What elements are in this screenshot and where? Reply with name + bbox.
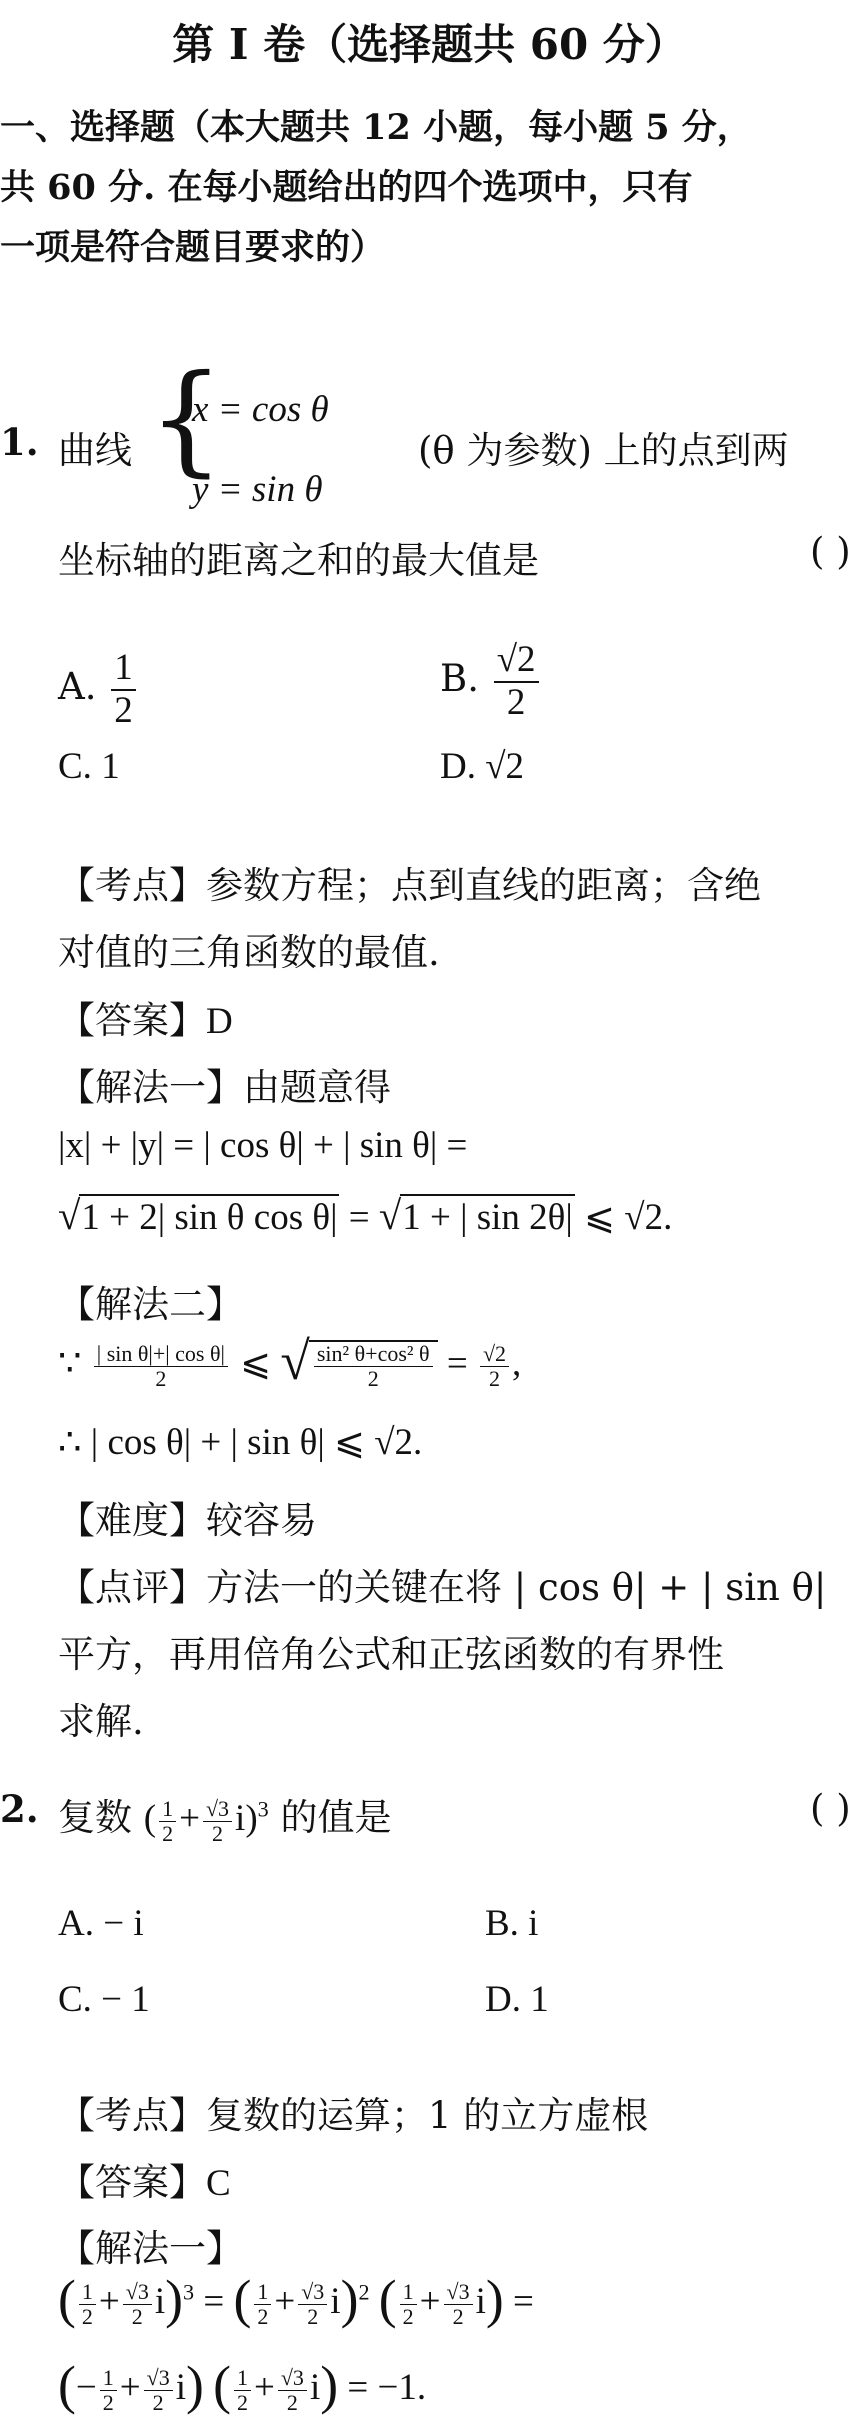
q1-option-b-label: B. [440, 657, 479, 701]
q1-method2-eq2: ∴ | cos θ| + | sin θ| ⩽ √2. [58, 1422, 423, 1463]
q1-answer: 【答案】D [58, 999, 233, 1042]
q1-brace: { [148, 350, 225, 489]
method1-tag: 【解法一】 [58, 1066, 243, 1109]
q2-option-b: B. i [485, 1903, 539, 1944]
q1-review-line2: 平方，再用倍角公式和正弦函数的有界性 [58, 1633, 724, 1676]
q2-tail: 的值是 [280, 1796, 392, 1839]
q1-param-note: (θ 为参数) 上的点到两 [418, 429, 789, 472]
q2-method1-eq1: ( $\frac{1}{2}$ + $\frac{√3}{2}$ i)$^3$ = ( $\frac{1}{2}$ + $\frac{√3}{2}$ i)$^2$ ( $\frac{1}{2}$ + $\frac{√3}{2}$ i) = [58, 2269, 534, 2330]
q2-stem [58, 1787, 392, 1846]
q2-option-a: A. − i [58, 1903, 144, 1944]
part-title: 第 I 卷（选择题共 60 分） [172, 20, 687, 69]
q1-review-line3: 求解. [58, 1700, 144, 1743]
q1-method1-heading: 【解法一】由题意得 [58, 1066, 391, 1109]
q2-lead: 复数 [58, 1796, 132, 1839]
q2-kaodian: 【考点】复数的运算；1 的立方虚根 [58, 2094, 649, 2137]
answer-tag: 【答案】 [58, 2161, 206, 2204]
q2-number: 2. [0, 1787, 39, 1831]
section-heading-line3: 一项是符合题目要求的） [0, 227, 386, 268]
q1-method1-sqrt1: 1 + 2| sin θ cos θ| [79, 1194, 339, 1239]
q1-option-b [440, 640, 542, 723]
kaodian-tag: 【考点】 [58, 2094, 206, 2137]
q2-method1-eq2: (− $\frac{1}{2}$ + $\frac{√3}{2}$ i) ( $\frac{1}{2}$ + $\frac{√3}{2}$ i) = −1. [58, 2355, 427, 2416]
q1-method1-sqrt2: 1 + | sin 2θ| [400, 1194, 575, 1239]
q1-answer-blank: ( ) [810, 530, 851, 573]
q1-kaodian-line2: 对值的三角函数的最值. [58, 931, 440, 974]
q1-stem-line2: 坐标轴的距离之和的最大值是 [58, 539, 539, 582]
q1-system-line2: y = sin θ [192, 469, 323, 510]
q1-method2-fraction: $\frac{\text{| sin θ|+| cos θ|}}{2}$ [94, 1342, 228, 1391]
q2-expression: ( $\frac{1}{2}$ + $\frac{√3}{2}$ i)$^3$ [143, 1795, 269, 1847]
q1-lead: 曲线 [58, 429, 132, 472]
q1-option-a-label: A. [58, 665, 97, 709]
q1-method2-eq1: ∵ $\frac{\text{| sin θ|+| cos θ|}}{2}$ ⩽ √ $\frac{\text{sin² θ+cos² θ}}{2}$ = $\frac{√2}{2}$ , [58, 1331, 522, 1392]
q1-option-b-fraction: $\frac{√2}{2}$ [494, 640, 539, 723]
q1-difficulty: 【难度】较容易 [58, 1499, 317, 1542]
q1-option-a [58, 648, 139, 731]
review-tag: 【点评】 [58, 1566, 206, 1609]
q1-kaodian-line1: 【考点】参数方程；点到直线的距离；含绝 [58, 864, 761, 907]
q1-method2-heading: 【解法二】 [58, 1283, 243, 1326]
q2-answer: 【答案】C [58, 2161, 231, 2204]
q2-answer-blank: ( ) [810, 1787, 851, 1830]
kaodian-tag: 【考点】 [58, 864, 206, 907]
difficulty-tag: 【难度】 [58, 1499, 206, 1542]
section-heading-line1: 一、选择题（本大题共 12 小题，每小题 5 分， [0, 107, 752, 148]
q1-method2-rhs: $\frac{√2}{2}$ [480, 1342, 509, 1391]
q1-review-line1: 【点评】方法一的关键在将 | cos θ| + | sin θ| [58, 1566, 827, 1609]
q1-number: 1. [0, 420, 39, 464]
q2-option-c: C. − 1 [58, 1979, 150, 2020]
q1-method2-sqrt: $\frac{\text{sin² θ+cos² θ}}{2}$ [309, 1340, 438, 1391]
q1-option-d: D. √2 [440, 746, 525, 787]
q1-method1-eq1: |x| + |y| = | cos θ| + | sin θ| = [58, 1125, 468, 1166]
q1-option-c: C. 1 [58, 746, 120, 787]
q2-method1-heading: 【解法一】 [58, 2227, 243, 2270]
q1-system-line1: x = cos θ [192, 389, 329, 430]
answer-tag: 【答案】 [58, 999, 206, 1042]
q1-option-a-fraction: $\frac{1}{2}$ [111, 648, 136, 731]
q1-method1-eq2: √1 + 2| sin θ cos θ| = √1 + | sin 2θ| ⩽ √2. [58, 1193, 673, 1238]
q2-result: = −1. [347, 2367, 427, 2408]
q2-option-d: D. 1 [485, 1979, 549, 2020]
section-heading-line2: 共 60 分. 在每小题给出的四个选项中，只有 [0, 167, 693, 208]
